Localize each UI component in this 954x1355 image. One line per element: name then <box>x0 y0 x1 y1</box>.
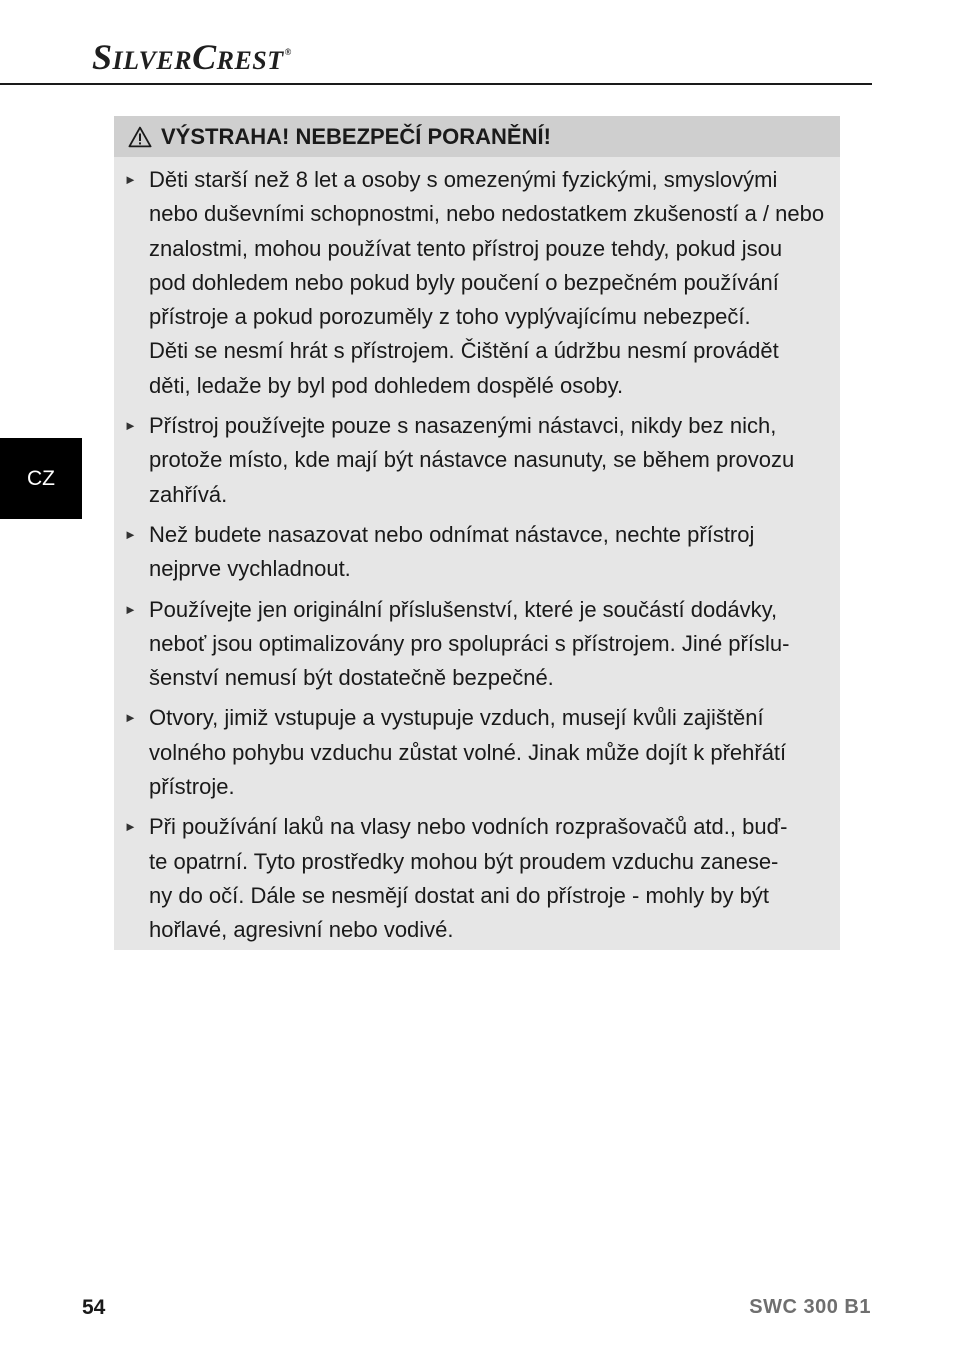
warning-item-text-line: Děti se nesmí hrát s přístrojem. Čištění a údržbu nesmí provádět <box>149 338 779 364</box>
warning-item-text-line: nejprve vychladnout. <box>149 556 351 582</box>
warning-item-text-line: Děti starší než 8 let a osoby s omezenými fyzickými, smyslovými <box>149 167 778 192</box>
language-tab-label: CZ <box>27 466 55 490</box>
bullet-arrow-icon: ► <box>124 418 137 434</box>
logo-letters-rest: REST <box>216 46 284 75</box>
warning-item-text-line: šenství nemusí být dostatečně bezpečné. <box>149 665 554 691</box>
warning-list-item <box>114 163 840 403</box>
warning-heading-text: VÝSTRAHA! NEBEZPEČÍ PORANĚNÍ! <box>161 123 551 149</box>
header-divider <box>0 83 872 85</box>
logo-registered-mark: ® <box>284 47 292 57</box>
warning-list-item <box>114 810 840 947</box>
warning-list-item <box>114 518 840 587</box>
warning-list-item <box>114 593 840 696</box>
warning-item-text-line: volného pohybu vzduchu zůstat volné. Jinak může dojít k přehřátí <box>149 739 787 765</box>
warning-item-text-line: Přístroj používejte pouze s nasazenými nástavci, nikdy bez nich, <box>149 413 777 439</box>
warning-list <box>114 157 840 948</box>
warning-item-text-line: neboť jsou optimalizovány pro spolupráci s přístrojem. Jiné příslu- <box>149 630 790 656</box>
warning-item-text-line: te opatrní. Tyto prostředky mohou být proudem vzduchu zanese- <box>149 848 779 874</box>
warning-box <box>114 116 840 950</box>
warning-list-item <box>114 701 840 804</box>
warning-item-text-line: přístroje a pokud porozuměly z toho vyplývajícímu nebezpečí. <box>149 304 751 330</box>
logo-letter-c: C <box>192 37 217 77</box>
bullet-arrow-icon: ► <box>124 526 137 542</box>
page-number: 54 <box>82 1296 106 1319</box>
warning-list-item <box>114 409 840 512</box>
warning-item-text-line: Při používání laků na vlasy nebo vodních rozprašovačů atd., buď- <box>149 814 788 840</box>
warning-item-text-line: zahřívá. <box>149 481 228 507</box>
warning-item-text-line: hořlavé, agresivní nebo vodivé. <box>149 917 454 943</box>
bullet-arrow-icon: ► <box>124 819 137 835</box>
warning-item-text-line: děti, ledaže by byl pod dohledem dospělé osoby. <box>149 372 624 398</box>
warning-item-text-line: ny do očí. Dále se nesmějí dostat ani do přístroje - mohly by být <box>149 882 769 908</box>
silvercrest-logo <box>92 36 292 78</box>
logo-letter-s: S <box>92 37 113 77</box>
language-tab <box>0 438 82 519</box>
model-code: SWC 300 B1 <box>749 1296 871 1318</box>
warning-item-text-line: nebo duševními schopnostmi, nebo nedostatkem zkušeností a / nebo <box>149 201 825 227</box>
warning-item-text-line: znalostmi, mohou používat tento přístroj pouze tehdy, pokud jsou <box>149 235 783 261</box>
warning-item-text-line: přístroje. <box>149 774 235 800</box>
warning-heading <box>114 116 840 157</box>
warning-triangle-icon <box>128 126 152 148</box>
warning-item-text-line: Používejte jen originální příslušenství, které je součástí dodávky, <box>149 596 778 622</box>
warning-item-text-line: protože místo, kde mají být nástavce nasunuty, se během provozu <box>149 447 795 473</box>
warning-item-text-line: Než budete nasazovat nebo odnímat nástavce, nechte přístroj <box>149 521 755 547</box>
bullet-arrow-icon: ► <box>124 601 137 617</box>
bullet-arrow-icon: ► <box>124 172 137 187</box>
warning-item-text-line: Otvory, jimiž vstupuje a vystupuje vzduch, musejí kvůli zajištění <box>149 705 764 731</box>
warning-item-text-line: pod dohledem nebo pokud byly poučení o bezpečném používání <box>149 269 779 295</box>
bullet-arrow-icon: ► <box>124 710 137 726</box>
logo-letters-ilver: ILVER <box>112 46 193 75</box>
